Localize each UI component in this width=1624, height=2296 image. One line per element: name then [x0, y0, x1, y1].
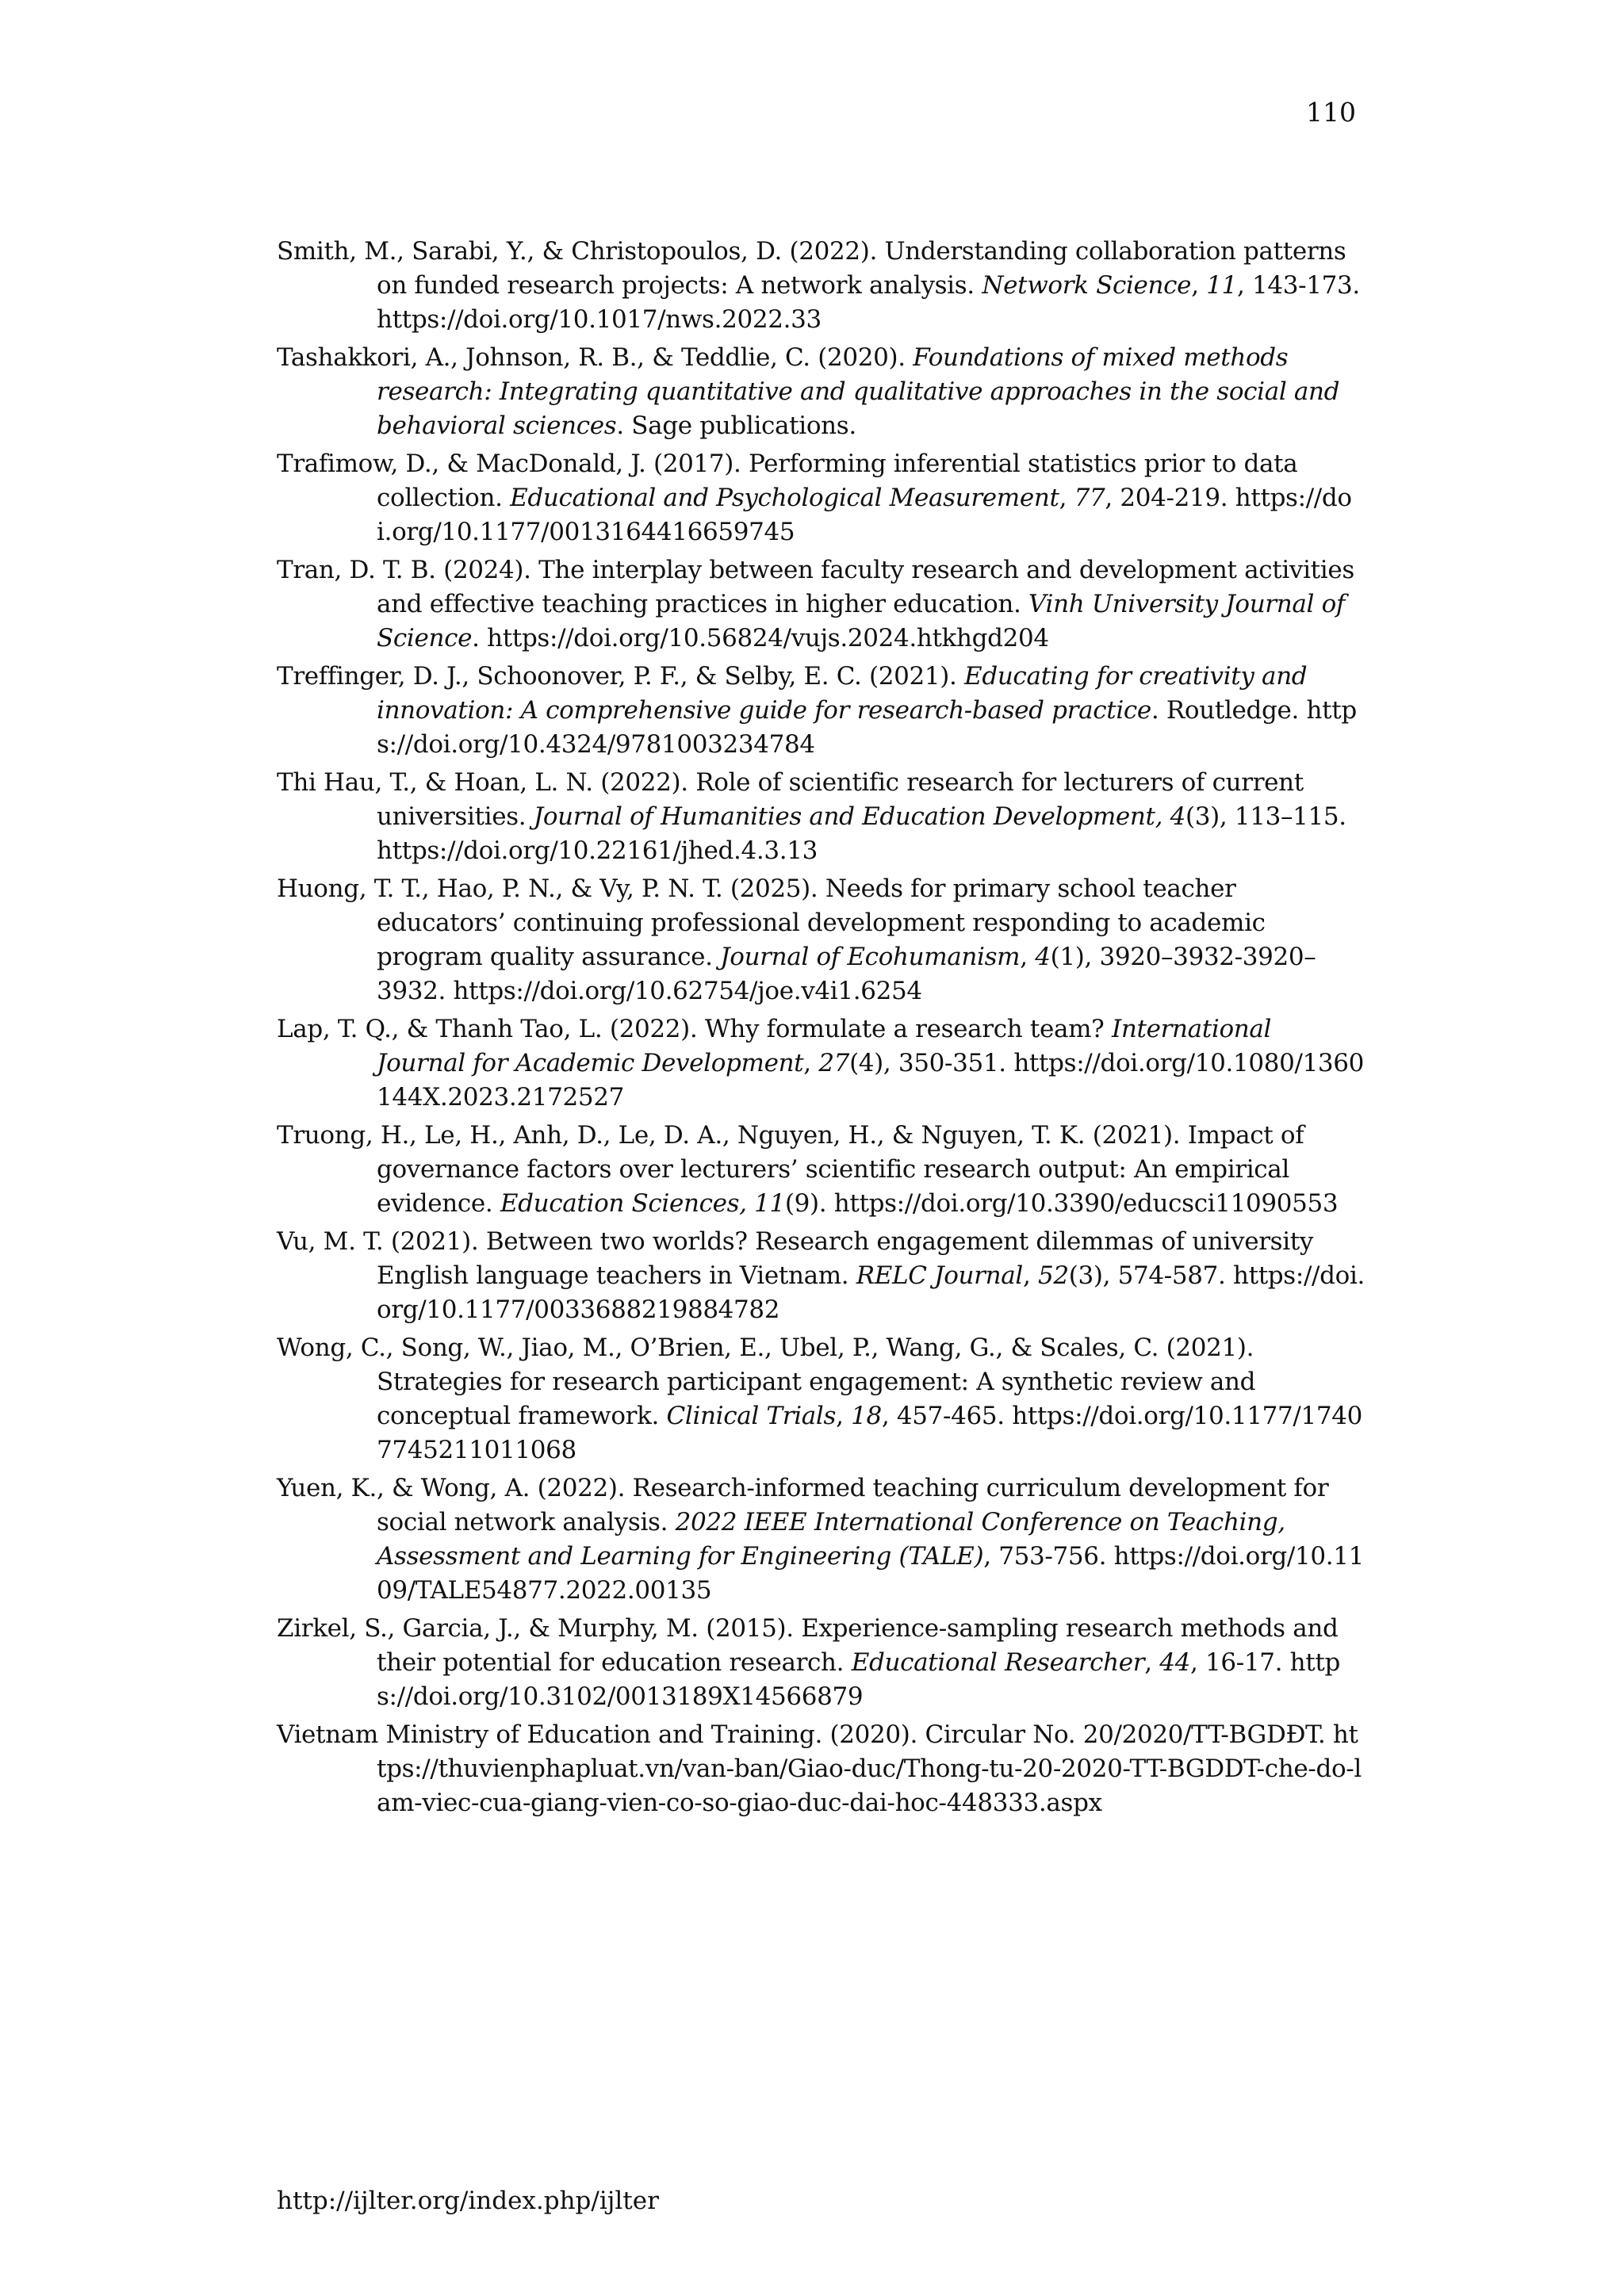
ref-pages: , 204-219.	[1105, 484, 1235, 512]
reference-item	[277, 872, 1365, 1008]
ref-text: . Routledge.	[1151, 696, 1307, 725]
ref-volume: 77	[1074, 484, 1105, 512]
reference-item	[277, 1331, 1365, 1468]
ref-volume: 11	[1206, 271, 1237, 300]
ref-volume: 44	[1159, 1648, 1191, 1677]
ref-source: Journal of Humanities and Education Development, 4	[533, 802, 1185, 831]
reference-item	[277, 341, 1365, 443]
reference-item	[277, 1119, 1365, 1221]
reference-item	[277, 235, 1365, 337]
ref-authors-title: Vietnam Ministry of Education and Training. (2020). Circular No. 20/2020/TT-BGDĐT.	[277, 1720, 1333, 1749]
ref-text: , 753-756.	[983, 1542, 1114, 1571]
ref-doi-link[interactable]: https://doi.org/10.3390/educsci11090553	[833, 1189, 1339, 1218]
ref-authors-title: Thi Hau, T., & Hoan, L. N. (2022). Role of scientific research for lecturers of current universities.	[277, 768, 1304, 831]
ref-text: ,	[1191, 271, 1207, 300]
reference-item	[277, 1471, 1365, 1608]
ref-doi-link[interactable]: https://doi.org/10.56824/vujs.2024.htkhgd204	[487, 624, 1049, 652]
ref-doi-link[interactable]: https://doi.org/10.1109/TALE54877.2022.00135	[377, 1542, 1365, 1605]
ref-source: Educational Researcher	[851, 1648, 1145, 1677]
ref-pages: (3), 574-587.	[1068, 1261, 1233, 1290]
ref-authors-title: Truong, H., Le, H., Anh, D., Le, D. A., Nguyen, H., & Nguyen, T. K. (2021). Impact of governance factors over lecturers’ scientific research output: An empirical evidence.	[277, 1121, 1304, 1218]
ref-authors-title: Treffinger, D. J., Schoonover, P. F., & Selby, E. C. (2021).	[277, 662, 965, 691]
reference-item	[277, 1612, 1365, 1714]
ref-pages: , 16-17.	[1190, 1648, 1290, 1677]
ref-doi-link[interactable]: https://thuvienphapluat.vn/van-ban/Giao-duc/Thong-tu-20-2020-TT-BGDDT-che-do-lam-viec-cua-giang-vien-co-so-giao-duc-dai-hoc-448333.aspx	[377, 1720, 1362, 1817]
ref-volume: 27	[818, 1049, 850, 1077]
ref-authors-title: Tashakkori, A., Johnson, R. B., & Teddlie, C. (2020).	[277, 343, 914, 372]
ref-authors-title: Trafimow, D., & MacDonald, J. (2017). Performing inferential statistics prior to data collection.	[277, 450, 1298, 512]
ref-doi-link[interactable]: https://doi.org/10.1080/1360144X.2023.2172527	[377, 1049, 1365, 1112]
ref-doi-link[interactable]: https://doi.org/10.22161/jhed.4.3.13	[377, 836, 818, 865]
reference-list	[277, 235, 1365, 1824]
ref-authors-title: Tran, D. T. B. (2024). The interplay between faculty research and development activities and effective teaching practices in higher education.	[277, 556, 1354, 618]
reference-item	[277, 1225, 1365, 1327]
ref-pages: , 457-465.	[881, 1402, 1013, 1430]
ref-doi-link[interactable]: https://doi.org/10.4324/9781003234784	[377, 696, 1357, 759]
ref-pages: (4), 350-351.	[849, 1049, 1014, 1077]
ref-source: Clinical Trials	[666, 1402, 837, 1430]
ref-text: ,	[1059, 484, 1074, 512]
ref-source: Education Sciences, 11	[500, 1189, 785, 1218]
ref-doi-link[interactable]: https://doi.org/10.1017/nws.2022.33	[377, 305, 822, 334]
ref-volume: 4	[1035, 943, 1051, 971]
ref-doi-link[interactable]: https://doi.org/10.1177/0033688219884782	[377, 1261, 1365, 1324]
ref-text: ,	[1144, 1648, 1160, 1677]
ref-text: ,	[836, 1402, 852, 1430]
ref-text: (9).	[784, 1189, 834, 1218]
ref-source: Network Science	[982, 271, 1192, 300]
ref-authors-title: Lap, T. Q., & Thanh Tao, L. (2022). Why formulate a research team?	[277, 1015, 1112, 1043]
ref-pages: , 143-173.	[1236, 271, 1360, 300]
ref-source: Vinh University Journal of Science	[377, 590, 1346, 652]
ref-text: (3), 113–115.	[1185, 802, 1346, 831]
ref-source: Educating for creativity and innovation: A comprehensive guide for research-based practice	[377, 662, 1308, 725]
ref-doi-link[interactable]: https://doi.org/10.3102/0013189X14566879	[377, 1648, 1340, 1711]
ref-source: Journal of Ecohumanism	[720, 943, 1021, 971]
ref-authors-title: Vu, M. T. (2021). Between two worlds? Research engagement dilemmas of university English language teachers in Vietnam.	[277, 1227, 1314, 1290]
ref-text: . Sage publications.	[616, 411, 856, 440]
ref-authors-title: Smith, M., Sarabi, Y., & Christopoulos, D. (2022). Understanding collaboration patterns on funded research projects: A network analysis.	[277, 237, 1346, 300]
reference-item	[277, 553, 1365, 656]
ref-pages: (1), 3920–3932-3920–3932.	[377, 943, 1316, 1005]
ref-authors-title: Wong, C., Song, W., Jiao, M., O’Brien, E., Ubel, P., Wang, G., & Scales, C. (2021). Strategies for research participant engagement: A synthetic review and conceptual framework.	[277, 1334, 1256, 1430]
reference-item	[277, 766, 1365, 868]
ref-doi-link[interactable]: https://doi.org/10.1177/0013164416659745	[377, 484, 1352, 546]
ref-authors-title: Yuen, K., & Wong, A. (2022). Research-informed teaching curriculum development for social network analysis.	[277, 1474, 1329, 1536]
reference-item	[277, 447, 1365, 549]
reference-item	[277, 660, 1365, 762]
ref-text: ,	[803, 1049, 819, 1077]
page-number: 110	[1306, 97, 1356, 128]
ref-authors-title: Zirkel, S., Garcia, J., & Murphy, M. (2015). Experience-sampling research methods and their potential for education research.	[277, 1614, 1339, 1677]
ref-text: .	[472, 624, 488, 652]
ref-source: Educational and Psychological Measurement	[510, 484, 1059, 512]
reference-item	[277, 1012, 1365, 1115]
ref-authors-title: Huong, T. T., Hao, P. N., & Vy, P. N. T. (2025). Needs for primary school teacher educators’ continuing professional development responding to academic program quality assurance.	[277, 874, 1266, 971]
ref-doi-link[interactable]: https://doi.org/10.62754/joe.v4i1.6254	[453, 977, 922, 1005]
ref-text: ,	[1020, 943, 1036, 971]
ref-text: ,	[1022, 1261, 1038, 1290]
ref-doi-link[interactable]: https://doi.org/10.1177/17407745211011068	[377, 1402, 1362, 1464]
footer-url-link[interactable]: http://ijlter.org/index.php/ijlter	[277, 2187, 659, 2215]
ref-volume: 52	[1037, 1261, 1069, 1290]
ref-source: International Journal for Academic Development	[377, 1015, 1272, 1077]
ref-source: RELC Journal	[856, 1261, 1023, 1290]
ref-source: 2022 IEEE International Conference on Teaching, Assessment and Learning for Engineering (TALE)	[377, 1508, 1285, 1571]
ref-volume: 18	[851, 1402, 882, 1430]
reference-item	[277, 1718, 1365, 1820]
ref-source: Foundations of mixed methods research: Integrating quantitative and qualitative approaches in the social and behavioral sciences	[377, 343, 1340, 440]
